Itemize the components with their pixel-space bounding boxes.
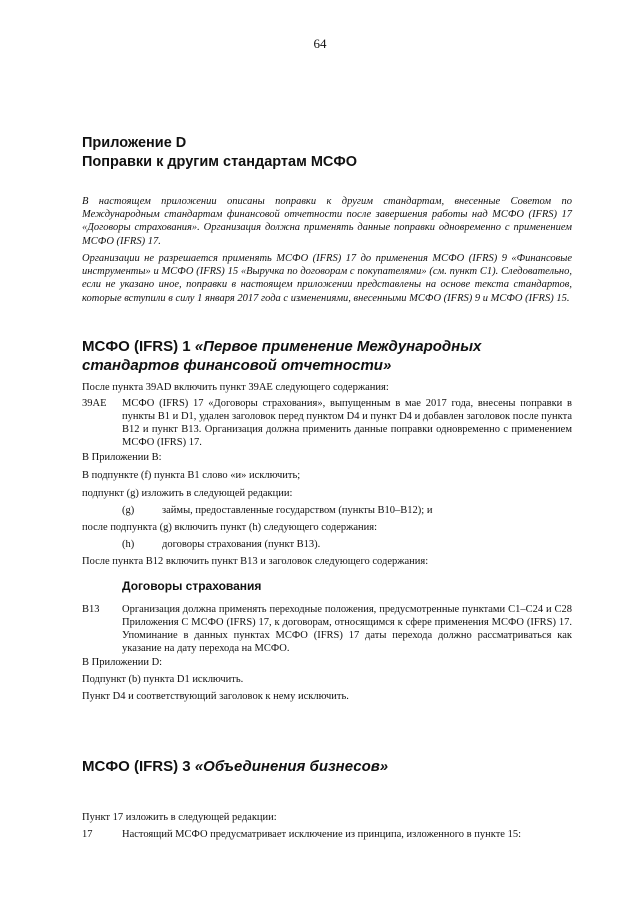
ifrs3-title [82, 757, 572, 776]
paragraph-b13-text: Организация должна применять переходные положения, предусмотренные пунктами С1–С24 и С28 Приложения С МСФО (IFRS) 17, к договорам, относящимся к сфере применения МСФО (IFRS) 17. Упоминание в данных пунктах МСФО (IFRS) 17 даты перехода должно рассматриваться как указание на дату перехода на МСФО. [122, 604, 572, 654]
page-number: 64 [313, 36, 327, 51]
d4-line: Пункт D4 и соответствующий заголовок к нему исключить. [82, 691, 349, 702]
ifrs1-title-italic: «Первое применение Международных стандартов финансовой отчетности» [82, 338, 482, 374]
intro-paragraph-1: В настоящем приложении описаны поправки к другим стандартам, внесенные Советом по Международным стандартам финансовой отчетности после завершения работы над МСФО (IFRS) 17 «Договоры страхования». Организация должна применять данные поправки одновременно с применением МСФО (IFRS) 17. [82, 196, 572, 247]
in-appendix-d: В Приложении D: [82, 657, 163, 668]
paragraph-17-number: 17 [82, 829, 93, 840]
item-h-text: договоры страхования (пункт В13). [162, 539, 321, 550]
ifrs3-title-italic: «Объединения бизнесов» [194, 758, 389, 775]
ifrs3-intro-line: Пункт 17 изложить в следующей редакции: [82, 812, 277, 823]
ifrs1-intro-line: После пункта 39AD включить пункт 39AE следующего содержания: [82, 382, 389, 393]
subparagraph-f-line: В подпункте (f) пункта В1 слово «и» исключить; [82, 470, 301, 481]
paragraph-39ae [82, 397, 572, 449]
ifrs1-title [82, 337, 572, 375]
appendix-title-line2: Поправки к другим стандартам МСФО [82, 154, 358, 170]
paragraph-39ae-text: МСФО (IFRS) 17 «Договоры страхования», выпущенным в мае 2017 года, внесены поправки в пункты В1 и D1, удален заголовок перед пунктом D4 и пункт D4 и добавлен заголовок после пункта В12 и пункт В13. Организация должна применить данные поправки одновременно с применением МСФО (IFRS) 17. [122, 398, 572, 448]
appendix-title [82, 134, 357, 172]
item-h-label: (h) [122, 539, 135, 550]
paragraph-b13-number: В13 [82, 604, 100, 615]
ifrs1-title-plain: МСФО (IFRS) 1 [82, 338, 195, 355]
subparagraph-g-intro: подпункт (g) изложить в следующей редакции: [82, 488, 293, 499]
insurance-contracts-heading: Договоры страхования [122, 579, 262, 593]
paragraph-17-text: Настоящий МСФО предусматривает исключение из принципа, изложенного в пункте 15: [122, 829, 521, 840]
paragraph-b13 [82, 603, 572, 655]
paragraph-17 [82, 828, 572, 841]
paragraph-39ae-number: 39AE [82, 398, 107, 409]
after-g-line: после подпункта (g) включить пункт (h) следующего содержания: [82, 522, 378, 533]
in-appendix-b: В Приложении В: [82, 452, 162, 463]
appendix-title-line1: Приложение D [82, 135, 187, 151]
item-g-label: (g) [122, 505, 135, 516]
subparagraph-b-line: Подпункт (b) пункта D1 исключить. [82, 674, 244, 685]
after-b12-line: После пункта В12 включить пункт В13 и заголовок следующего содержания: [82, 556, 429, 567]
item-g-text: займы, предоставленные государством (пункты В10–В12); и [162, 505, 433, 516]
ifrs3-title-plain: МСФО (IFRS) 3 [82, 758, 195, 775]
intro-paragraph-2: Организации не разрешается применять МСФО (IFRS) 17 до применения МСФО (IFRS) 9 «Финансовые инструменты» и МСФО (IFRS) 15 «Выручка по договорам с покупателями» (см. пункт С1). Следовательно, если не указано иное, поправки в настоящем приложении представлены на основе текста стандартов, которые вступили в силу 1 января 2017 года с изменениями, внесенными МСФО (IFRS) 9 и МСФО (IFRS) 15. [82, 253, 572, 304]
